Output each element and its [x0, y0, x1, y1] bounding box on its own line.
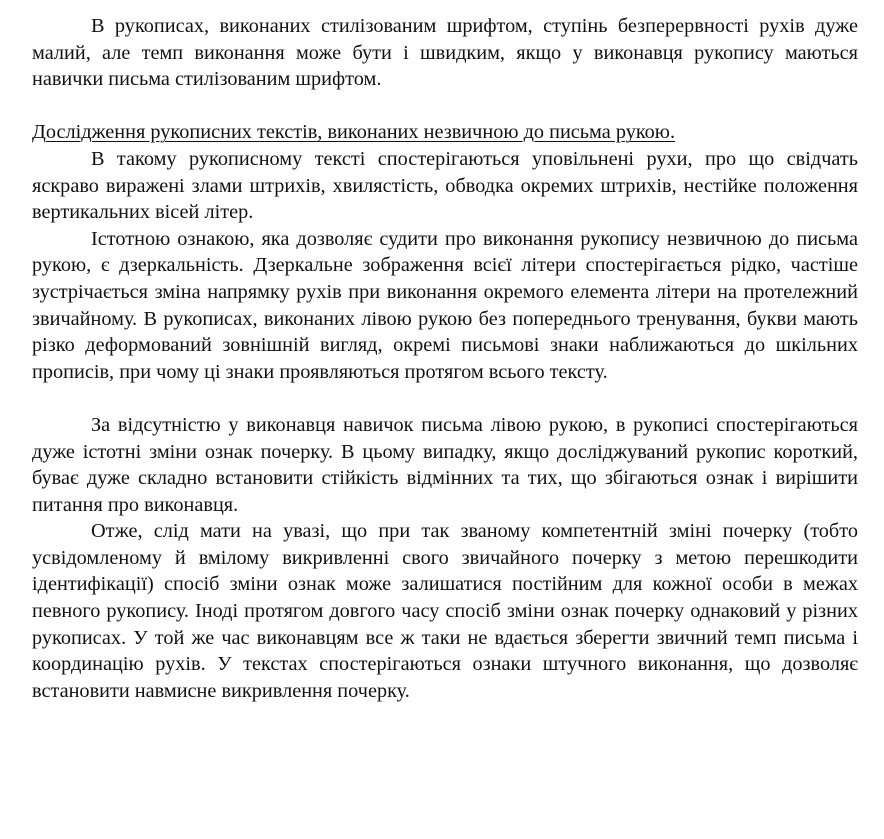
paragraph-gap: [32, 385, 858, 412]
paragraph-stylized-font: В рукописах, виконаних стилізованим шрифтом, ступінь безперервності рухів дуже малий, але темп виконання може бути і швидким, якщо у виконавця рукопису маються навички письма стилізованим шрифтом.: [32, 15, 858, 91]
paragraph-mirroring: Істотною ознакою, яка дозволяє судити про виконання рукопису незвичною до письма рукою, є дзеркальність. Дзеркальне зображення всієї літери спостерігається рідко, частіше зустрічається зміна напрямку рухів при виконання окремого елемента літери на протележний звичайному. В рукописах, виконаних лівою рукою без попереднього тренування, букви мають різко деформований зовнішній вигляд, окремі письмові знаки наближаються до шкільних прописів, при чому ці знаки проявляються протягом всього тексту.: [32, 227, 858, 383]
section-heading: Дослідження рукописних текстів, виконаних незвичною до письма рукою.: [32, 121, 676, 144]
paragraph-deliberate-change: Отже, слід мати на увазі, що при так званому компетентній зміні почерку (тобто усвідомленому й вмілому викривленні свого звичайного почерку з метою перешкодити ідентифікації) спосіб зміни ознак може залишатися постійним для кожної особи в межах певного рукопису. Іноді протягом довгого часу спосіб зміни ознак почерку однаковий у різних рукописах. У той же час виконавцям все ж таки не вдається зберегти звичний темп письма і координацію рухів. У текстах спостерігаються ознаки штучного виконання, що дозволяє встановити навмисне викривлення почерку.: [32, 520, 858, 702]
paragraph-left-hand: За відсутністю у виконавця навичок письма лівою рукою, в рукописі спостерігаються дуже істотні зміни ознак почерку. В цьому випадку, якщо досліджуваний рукопис короткий, буває дуже складно встановити стійкість відмінних та тих, що збігаються ознак і вирішити питання про виконавця.: [32, 413, 858, 516]
paragraph-slow-movements: В такому рукописному тексті спостерігаються уповільнені рухи, про що свідчать яскраво виражені злами штрихів, хвилястість, обводка окремих штрихів, нестійке положення вертикальних вісей літер.: [32, 147, 858, 224]
paragraph-gap: [32, 93, 858, 120]
